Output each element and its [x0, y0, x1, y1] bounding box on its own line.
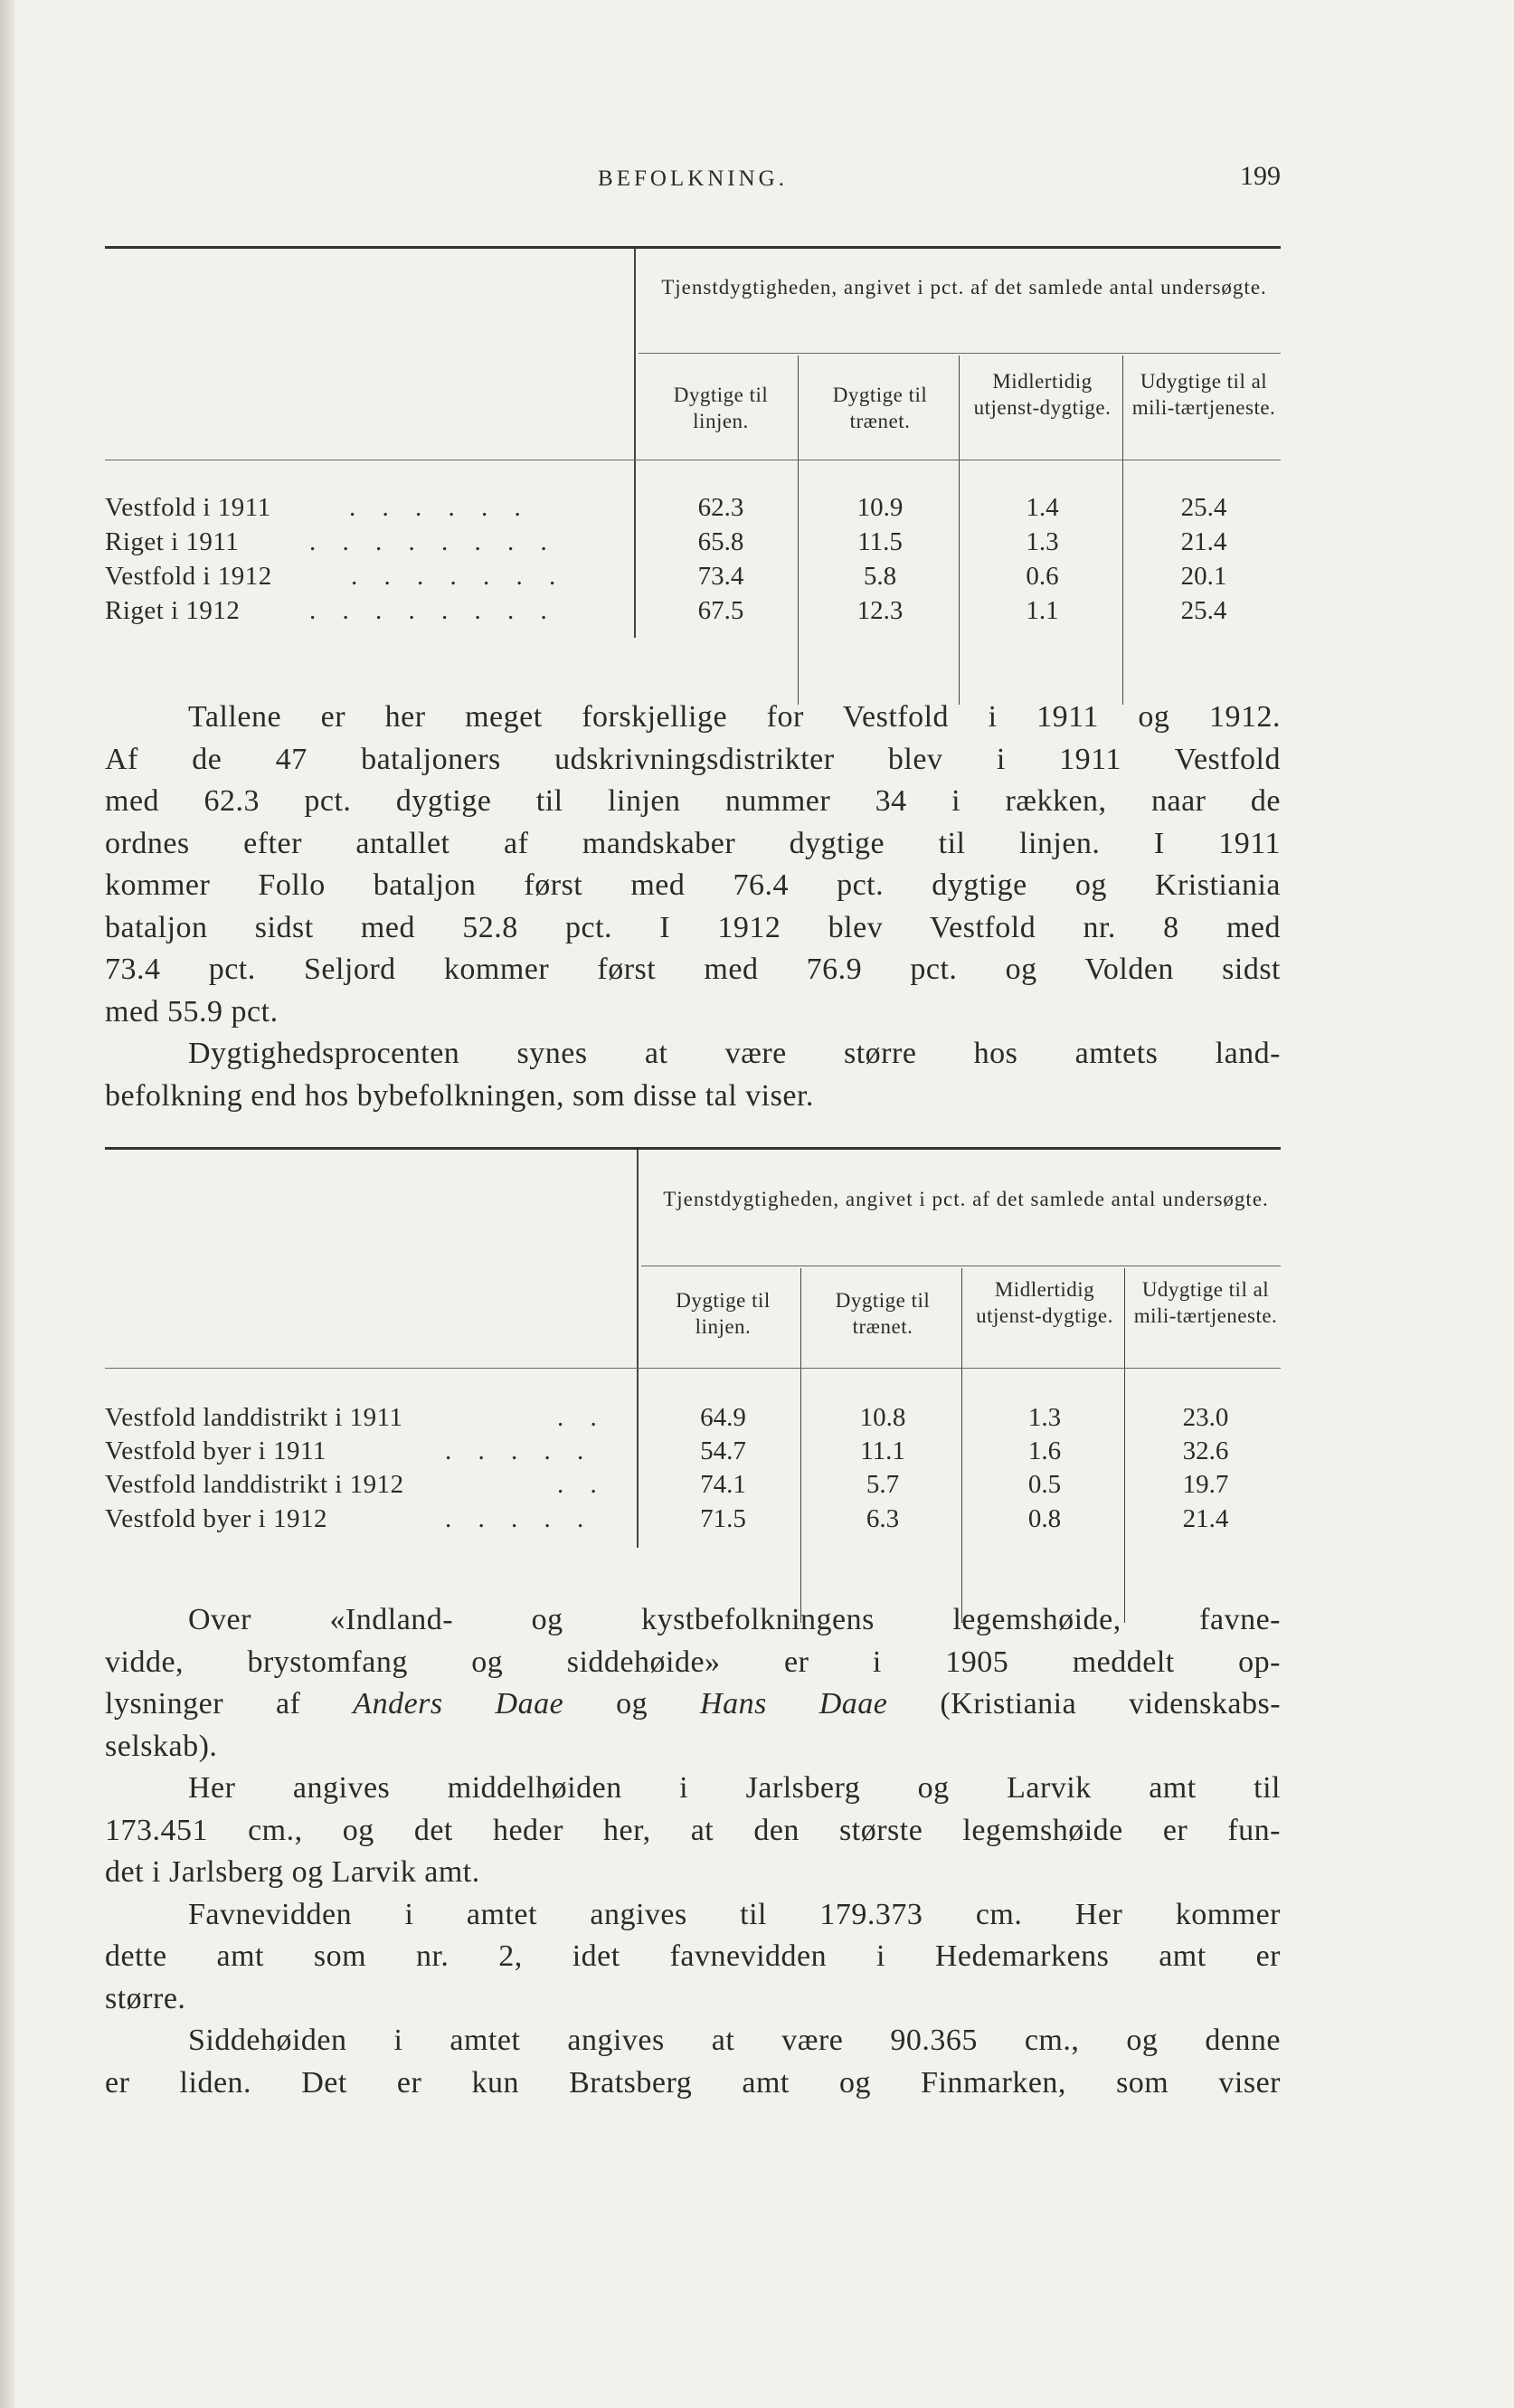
text-line: bataljon sidst med 52.8 pct. I 1912 blev Vestfold nr. 8 med: [105, 910, 1281, 944]
table2-stub-divider: [637, 1150, 639, 1548]
table1-col-divider-1: [798, 356, 799, 705]
table1-cell: 73.4: [697, 562, 744, 591]
running-head-title: BEFOLKNING.: [598, 166, 788, 191]
table1-cell: 65.8: [697, 527, 744, 556]
table2-row-dots: . . . . .: [445, 1504, 594, 1533]
table2-col-divider-1: [800, 1268, 801, 1623]
table2-row-dots: . . . . .: [445, 1436, 594, 1465]
table2-header-rule: [105, 1368, 1281, 1369]
author-name: Anders Daae: [353, 1687, 564, 1721]
table1-cell: 10.9: [856, 493, 904, 522]
table2-cell: 6.3: [866, 1504, 900, 1533]
text-line: Dygtighedsprocenten synes at være større hos amtets land-: [188, 1037, 1281, 1070]
table2-col-header-udygtige: Udygtige til al mili-tærtjeneste.: [1133, 1278, 1278, 1327]
text-line: Over «Indland- og kystbefolkningens legemshøide, favne-: [188, 1603, 1281, 1636]
table1-cell: 1.1: [1026, 596, 1059, 625]
table2-span-header: Tjenstdygtigheden, angivet i pct. af det samlede antal undersøgte.: [663, 1188, 1269, 1210]
table1-row-label: Riget i 1911: [105, 527, 240, 556]
table1-col-header-midlertidig: Midlertidig utjenst-dygtige.: [973, 370, 1112, 419]
text-line: Her angives middelhøiden i Jarlsberg og Larvik amt til: [188, 1771, 1281, 1805]
table1-cell: 67.5: [697, 596, 744, 625]
text-line: befolkning end hos bybefolkningen, som disse tal viser.: [105, 1078, 814, 1113]
table1-cell: 20.1: [1180, 562, 1227, 591]
text-line: vidde, brystomfang og siddehøide» er i 1905 meddelt op-: [105, 1645, 1281, 1679]
table2-cell: 54.7: [700, 1436, 746, 1465]
table2-cell: 21.4: [1182, 1504, 1229, 1533]
table1-span-header: Tjenstdygtigheden, angivet i pct. af det samlede antal undersøgte.: [661, 276, 1267, 299]
table1-row-label: Vestfold i 1911: [105, 493, 271, 522]
text-line: 173.451 cm., og det heder her, at den største legemshøide er fun-: [105, 1813, 1281, 1847]
table2-row-label: Vestfold byer i 1911: [105, 1436, 326, 1465]
table2-row-label: Vestfold landdistrikt i 1912: [105, 1470, 404, 1499]
table2-cell: 32.6: [1182, 1436, 1229, 1465]
text-line: Siddehøiden i amtet angives at være 90.365 cm., og denne: [188, 2024, 1281, 2057]
table1-cell: 21.4: [1180, 527, 1227, 556]
running-head: [105, 161, 1281, 197]
table1: [105, 249, 1281, 638]
table1-row-dots: . . . . . . . .: [309, 596, 557, 625]
table2-col-header-traenet: Dygtige til trænet.: [835, 1289, 931, 1338]
table2-col-header-linjen: Dygtige til linjen.: [676, 1289, 771, 1338]
table1-cell: 1.3: [1026, 527, 1059, 556]
table2-cell: 0.5: [1027, 1470, 1062, 1499]
table1-row-dots: . . . . . . .: [351, 562, 566, 591]
table2-cell: 10.8: [859, 1403, 906, 1432]
table2-cell: 1.6: [1027, 1436, 1062, 1465]
text-fragment: og: [616, 1687, 648, 1721]
table2-row-label: Vestfold landdistrikt i 1911: [105, 1403, 403, 1432]
text-line: Tallene er her meget forskjellige for Vestfold i 1911 og 1912.: [188, 700, 1281, 734]
table1-cell: 1.4: [1026, 493, 1059, 522]
table2-cell: 5.7: [866, 1470, 900, 1499]
table2-cell: 0.8: [1027, 1504, 1062, 1533]
text-fragment: (Kristiania videnskabs-: [940, 1687, 1282, 1721]
table2-row-label: Vestfold byer i 1912: [105, 1504, 327, 1533]
table1-cell: 12.3: [856, 596, 904, 625]
table1-col-header-udygtige: Udygtige til al mili-tærtjeneste.: [1131, 370, 1276, 419]
text-line: dette amt som nr. 2, idet favnevidden i Hedemarkens amt er: [105, 1939, 1281, 1973]
table1-cell: 5.8: [863, 562, 897, 591]
body-text-2: [105, 1599, 1281, 2104]
table2-cell: 64.9: [700, 1403, 746, 1432]
page-number: 199: [1240, 161, 1281, 191]
author-name: Hans Daae: [700, 1687, 888, 1721]
table2-cell: 1.3: [1027, 1403, 1062, 1432]
text-line: det i Jarlsberg og Larvik amt.: [105, 1855, 480, 1889]
text-line: med 55.9 pct.: [105, 994, 279, 1029]
table1-col-header-linjen: Dygtige til linjen.: [673, 384, 769, 432]
table1-cell: 0.6: [1026, 562, 1059, 591]
table1-col-divider-3: [1122, 356, 1123, 705]
text-line: er liden. Det er kun Bratsberg amt og Finmarken, som viser: [105, 2065, 1281, 2100]
table2-cell: 19.7: [1182, 1470, 1229, 1499]
text-line: Af de 47 bataljoners udskrivningsdistrikter blev i 1911 Vestfold: [105, 742, 1281, 776]
page-spine-shadow: [0, 0, 14, 2408]
table2-col-header-midlertidig: Midlertidig utjenst-dygtige.: [976, 1278, 1113, 1327]
table1-cell: 25.4: [1180, 596, 1227, 625]
text-line: større.: [105, 1981, 186, 2015]
text-line: med 62.3 pct. dygtige til linjen nummer 34 i rækken, naar de: [105, 784, 1281, 818]
body-text-1: [105, 697, 1281, 1117]
table2-cell: 23.0: [1182, 1403, 1229, 1432]
table2-cell: 11.1: [860, 1436, 905, 1465]
table1-row-dots: . . . . . .: [349, 493, 531, 522]
text-line: Favnevidden i amtet angives til 179.373 cm. Her kommer: [188, 1897, 1281, 1931]
text-line-with-authors: [105, 1683, 1281, 1726]
table2-col-divider-2: [961, 1268, 962, 1623]
table1-col-divider-2: [959, 356, 960, 705]
table1-col-header-traenet: Dygtige til trænet.: [832, 384, 928, 432]
text-line: selskab).: [105, 1729, 218, 1763]
table2-cell: 71.5: [700, 1504, 746, 1533]
table1-row-label: Vestfold i 1912: [105, 562, 272, 591]
table2-col-divider-3: [1124, 1268, 1125, 1623]
table1-row-dots: . . . . . . . .: [309, 527, 557, 556]
text-fragment: lysninger af: [105, 1687, 301, 1721]
table2: [105, 1150, 1281, 1548]
table1-stub-divider: [634, 249, 636, 638]
text-line: kommer Follo bataljon først med 76.4 pct. dygtige og Kristiania: [105, 868, 1281, 902]
table1-cell: 11.5: [857, 527, 903, 556]
table2-cell: 74.1: [700, 1470, 746, 1499]
table2-row-dots: . .: [557, 1403, 607, 1432]
text-line: ordnes efter antallet af mandskaber dygtige til linjen. I 1911: [105, 826, 1281, 860]
table1-cell: 62.3: [697, 493, 744, 522]
table1-span-rule: [639, 353, 1281, 354]
table2-row-dots: . .: [557, 1470, 607, 1499]
text-line: 73.4 pct. Seljord kommer først med 76.9 pct. og Volden sidst: [105, 953, 1281, 986]
table1-row-label: Riget i 1912: [105, 596, 241, 625]
table1-cell: 25.4: [1180, 493, 1227, 522]
